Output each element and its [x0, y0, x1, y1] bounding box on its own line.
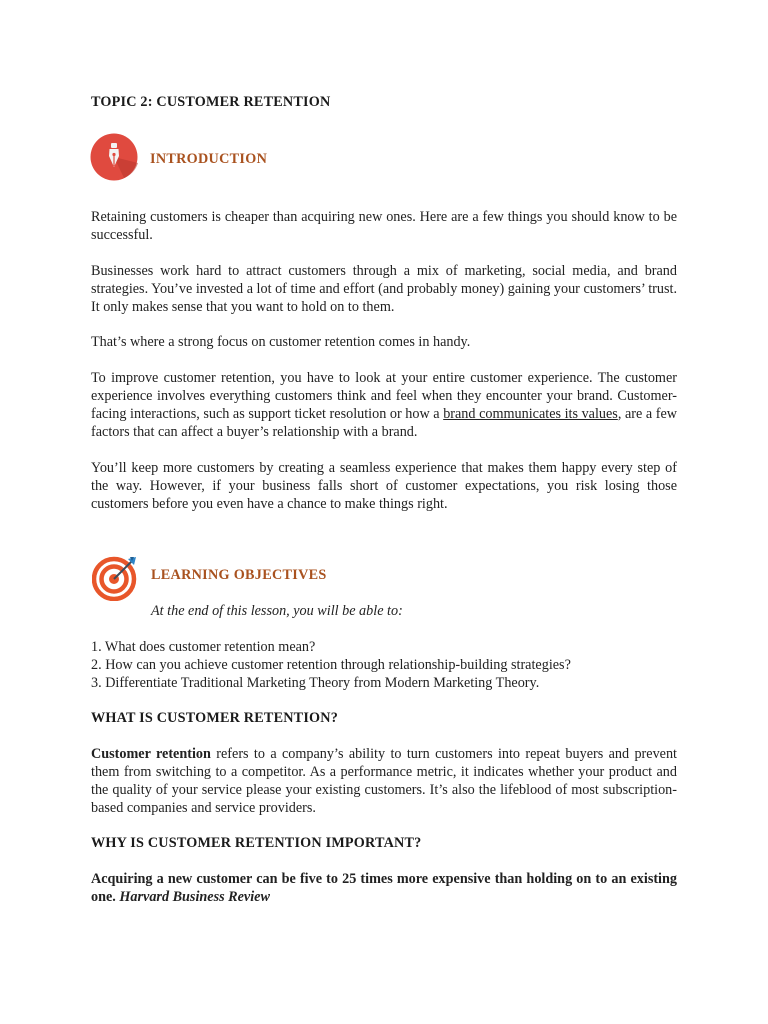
- intro-paragraph-4: [91, 369, 677, 441]
- intro-paragraph-2: Businesses work hard to attract customers through a mix of marketing, social media, and brand strategies. You’ve invested a lot of time and effort (and probably money) gaining your customers’ trust. It only makes sense that you want to hold on to them.: [91, 263, 677, 315]
- why-heading: WHY IS CUSTOMER RETENTION IMPORTANT?: [91, 835, 422, 851]
- intro-paragraph-1: Retaining customers is cheaper than acquiring new ones. Here are a few things you should know to be successful.: [91, 209, 677, 243]
- what-is-body: refers to a company’s ability to turn customers into repeat buyers and prevent them from switching to a competitor. As a performance metric, it indicates whether your product and the quality of your service please your existing customers. It’s also the lifeblood of most subscription-based companies and service providers.: [91, 746, 677, 816]
- intro-heading: INTRODUCTION: [150, 151, 268, 167]
- objective-item-2: 2. How can you achieve customer retention through relationship-building strategies?: [91, 657, 571, 673]
- pen-nib-icon: [90, 133, 140, 183]
- intro-paragraph-5: You’ll keep more customers by creating a seamless experience that makes them happy every step of the way. However, if your business falls short of customer expectations, you risk losing those customers before you even have a chance to make things right.: [91, 460, 677, 512]
- brand-values-link[interactable]: brand communicates its values: [443, 406, 618, 422]
- why-quote-paragraph: [91, 870, 677, 906]
- objectives-subtitle: At the end of this lesson, you will be able to:: [151, 603, 403, 619]
- term-customer-retention: Customer retention: [91, 746, 211, 762]
- what-is-heading: WHAT IS CUSTOMER RETENTION?: [91, 710, 339, 726]
- target-icon: [92, 555, 138, 601]
- what-is-paragraph: [91, 745, 677, 817]
- objectives-heading: LEARNING OBJECTIVES: [151, 567, 327, 583]
- intro-paragraph-4-tail: , are a few factors that can affect a buyer’s relationship with a brand.: [91, 406, 677, 440]
- topic-title: TOPIC 2: CUSTOMER RETENTION: [91, 94, 331, 110]
- why-quote-source: Harvard Business Review: [119, 889, 270, 905]
- why-quote: Acquiring a new customer can be five to 25 times more expensive than holding on to an existing one.: [91, 871, 677, 905]
- intro-paragraph-3: That’s where a strong focus on customer retention comes in handy.: [91, 334, 471, 350]
- intro-paragraph-4-text: To improve customer retention, you have to look at your entire customer experience. The customer experience involves everything customers think and feel when they encounter your brand. Customer-facing interactions, such as support ticket resolution or how a: [91, 370, 677, 422]
- objective-item-3: 3. Differentiate Traditional Marketing Theory from Modern Marketing Theory.: [91, 675, 540, 691]
- objective-item-1: 1. What does customer retention mean?: [91, 639, 316, 655]
